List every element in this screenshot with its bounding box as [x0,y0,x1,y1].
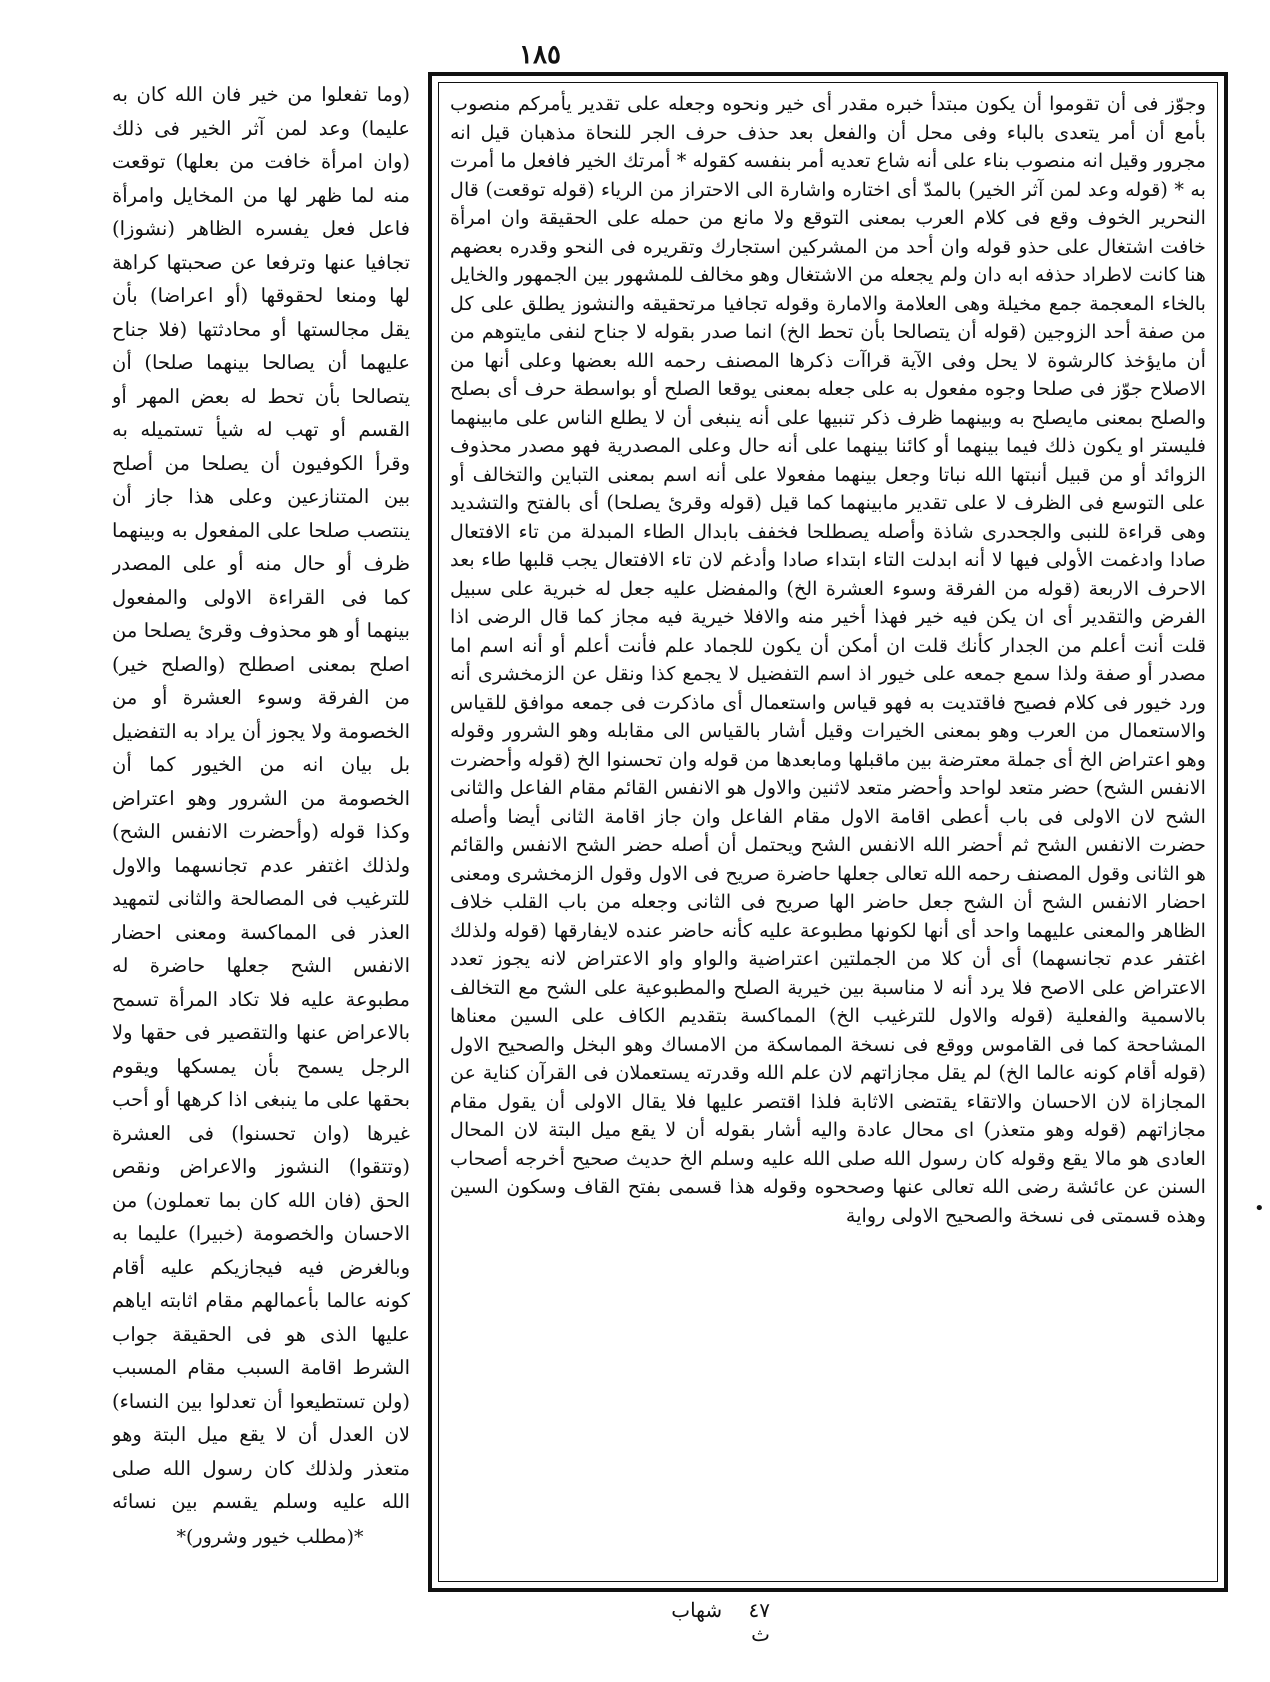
margin-text-column [112,78,410,1518]
main-commentary-frame [428,72,1228,1592]
margin-paragraph: (وما تفعلوا من خير فان الله كان به عليما) وعد لمن آثر الخير فى ذلك (وان امرأة خافت من بعلها) توقعت منه لما ظهر لها من المخايل وامرأة فاعل فعل يفسره الظاهر (نشوزا) تجافيا عنها وترفعا عن صحبتها كراهة لها ومنعا لحقوقها (أو اعراضا) بأن يقل مجالستها أو محادثتها (فلا جناح عليهما أن يصالحا بينهما صلحا) أن يتصالحا بأن تحط له بعض المهر أو القسم أو تهب له شيأ تستميله به وقرأ الكوفيون أن يصلحا من أصلح بين المتنازعين وعلى هذا جاز أن ينتصب صلحا على المفعول به وبينهما ظرف أو حال منه أو على المصدر كما فى القراءة الاولى والمفعول بينهما أو هو محذوف وقرئ يصلحا من اصلح بمعنى اصطلح (والصلح خير) من الفرقة وسوء العشرة أو من الخصومة ولا يجوز أن يراد به التفضيل بل بيان انه من الخيور كما أن الخصومة من الشرور وهو اعتراض وكذا قوله (وأحضرت الانفس الشح) ولذلك اغتفر عدم تجانسهما والاول للترغيب فى المصالحة والثانى لتمهيد العذر فى المماكسة ومعنى احضار الانفس الشح جعلها حاضرة له مطبوعة عليه فلا تكاد المرأة تسمح بالاعراض عنها والتقصير فى حقها ولا الرجل يسمح بأن يمسكها ويقوم بحقها على ما ينبغى اذا كرهها أو أحب غيرها (وان تحسنوا) فى العشرة (وتتقوا) النشوز والاعراض ونقص الحق (فان الله كان بما تعملون) من الاحسان والخصومة (خبيرا) عليما به وبالغرض فيه فيجازيكم عليه أقام كونه عالما بأعمالهم مقام اثابته اياهم عليها الذى هو فى الحقيقة جواب الشرط اقامة السبب مقام المسبب (ولن تستطيعوا أن تعدلوا بين النساء) لان العدل أن لا يقع ميل البتة وهو متعذر ولذلك كان رسول الله صلى الله عليه وسلم يقسم بين نسائه [112,83,410,1513]
bottom-signature [620,1598,780,1646]
margin-footer-note: *(مطلب خيور وشرور)* [176,1526,364,1548]
signature-label: شهاب [671,1598,723,1622]
page-number: ١٨٥ [519,40,561,70]
main-paragraph: وجوّز فى أن تقوموا أن يكون مبتدأ خبره مقدر أى خير ونحوه وجعله على تقدير يأمركم منصوب بأمع أن أمر يتعدى بالباء وفى محل أن والفعل بعد حذف حرف الجر للنحاة مذهبان قيل انه مجرور وقيل انه منصوب بناء على أنه شاع تعديه أمر بنفسه كقوله * أمرتك الخير فافعل ما أمرت به * (قوله وعد لمن آثر الخير) بالمدّ أى اختاره واشارة الى الاحتراز من الرياء (قوله توقعت) قال النحرير الخوف وقع فى كلام العرب بمعنى التوقع ولا مانع من حمله على الحقيقة وان امرأة خافت اشتغال على حذو قوله وان أحد من المشركين استجارك وتقريره فى النحو وقدره بعضهم هنا كانت لاطراد حذفه ابه دان ولم يجعله من الاشتغال وهو مخالف للمشهور بين الجمهور والخايل بالخاء المعجمة جمع مخيلة وهى العلامة والامارة وقوله تجافيا مرتحقيقه والنشوز يطلق على كل من صفة أحد الزوجين (قوله أن يتصالحا بأن تحط الخ) انما صدر بقوله لا جناح لنفى مايتوهم من أن مايؤخذ كالرشوة لا يحل وفى الآية قراآت ذكرها المصنف رحمه الله بعضها وعلى أنها من الاصلاح جوّز فى صلحا وجوه مفعول به على جعله بمعنى يوقعا الصلح أو بواسطة حرف أى بصلح والصلح بمعنى مايصلح به وبينهما ظرف ذكر تنبيها على أنه ينبغى أن لا يطلع الناس على مابينهما فليستر او يكون ذلك فيما بينهما أو كائنا بينهما على أنه حال وعلى المصدرية فهو مصدر محذوف الزوائد أو من قبيل أنبتها الله نباتا وجعل بينهما مفعولا على أنه اسم بمعنى التباين والتخالف أو على التوسع فى الظرف لا على تقدير مابينهما كما قيل (قوله وقرئ يصلحا) أى بالفتح والتشديد وهى قراءة للنبى والجحدرى شاذة وأصله يصطلحا فخفف بابدال الطاء المبدلة من تاء الافتعال صادا وادغمت الأولى فيها لا أنه ابدلت التاء ابتداء صادا وأدغم لان تاء الافتعال يجب قلبها طاء بعد الاحرف الاربعة (قوله من الفرقة وسوء العشرة الخ) والمفضل عليه جعل له خبرية على سبيل الفرض والتقدير أى ان يكن فيه خير فهذا أخير منه والافلا خيرية فيه مجاز كما قال الرضى اذا قلت أنت أعلم من الجدار كأنك قلت ان أمكن أن يكون للجماد علم فأنت أعلم أو أنه اسم اما مصدر أو صفة ولذا سمع جمعه على خيور اذ اسم التفضيل لا يجمع كذا ونقل عن الزمخشرى أنه ورد خيور فى كلام فصيح فاقتديت به فهو قياس واستعمال أى ماذكرت فى جمعه موافق للقياس والاستعمال من العرب وهو بمعنى الخيرات وقيل أشار بالقياس الى مقابله وهو الشرور وقوله وهو اعتراض الخ أى جملة معترضة بين ماقبلها ومابعدها من قوله وان تحسنوا الخ (قوله وأحضرت الانفس الشح) حضر متعد لواحد وأحضر متعد لاثنين والاول هو الانفس القائم مقام الفاعل والثانى الشح لان الاولى فى باب أعطى اقامة الاول مقام الفاعل وان جاز اقامة الثانى أيضا وأصله حضرت الانفس الشح ثم أحضر الله الانفس الشح ويحتمل أن أصله حضر الشح الانفس والقائم هو الثانى وقول المصنف رحمه الله تعالى جعلها حاضرة صريح فى الاول وقول الزمخشرى ومعنى احضار الانفس الشح أن الشح جعل حاضر الها صريح فى الثانى وجعله من باب القلب خلاف الظاهر والمعنى عليهما واحد أى أنها لكونها مطبوعة عليه كأنه حاضر عنده لايفارقها (قوله ولذلك اغتفر عدم تجانسهما) أى أن كلا من الجملتين اعتراضية والواو واو الاعتراض لانه يجوز تعدد الاعتراض على الاصح فلا يرد أنه لا مناسبة بين خيرية الصلح والمطبوعية على الشح مع التخالف بالاسمية والفعلية (قوله والاول للترغيب الخ) المماكسة بتقديم الكاف على السين معناها المشاححة كما فى القاموس ووقع فى نسخة المماسكة من الامساك وهو البخل والصحيح الاول (قوله أقام كونه عالما الخ) لم يقل مجازاتهم لان علم الله وقدرته يستعملان فى القرآن كناية عن المجازاة لان الاحسان والاتقاء يقتضى الاثابة فلذا اقتصر عليها فلا يقال الاولى أن يقول مقام مجازاتهم (قوله وهو متعذر) اى محال عادة واليه أشار بقوله أن لا يقع ميل البتة لان المحال العادى هو مالا يقع وقوله كان رسول الله صلى الله عليه وسلم الخ حديث صحيح أخرجه أصحاب السنن عن عائشة رضى الله تعالى عنها وصححوه وقوله هذا قسمى بفتح القاف وسكون السين وهذه قسمتى فى نسخة والصحيح الاولى رواية [450,92,1206,1227]
main-commentary-text [450,90,1206,1574]
edge-dot-mark: • [1254,1198,1265,1219]
signature-number: ٤٧ [748,1598,770,1622]
signature-letter: ث [751,1622,770,1646]
